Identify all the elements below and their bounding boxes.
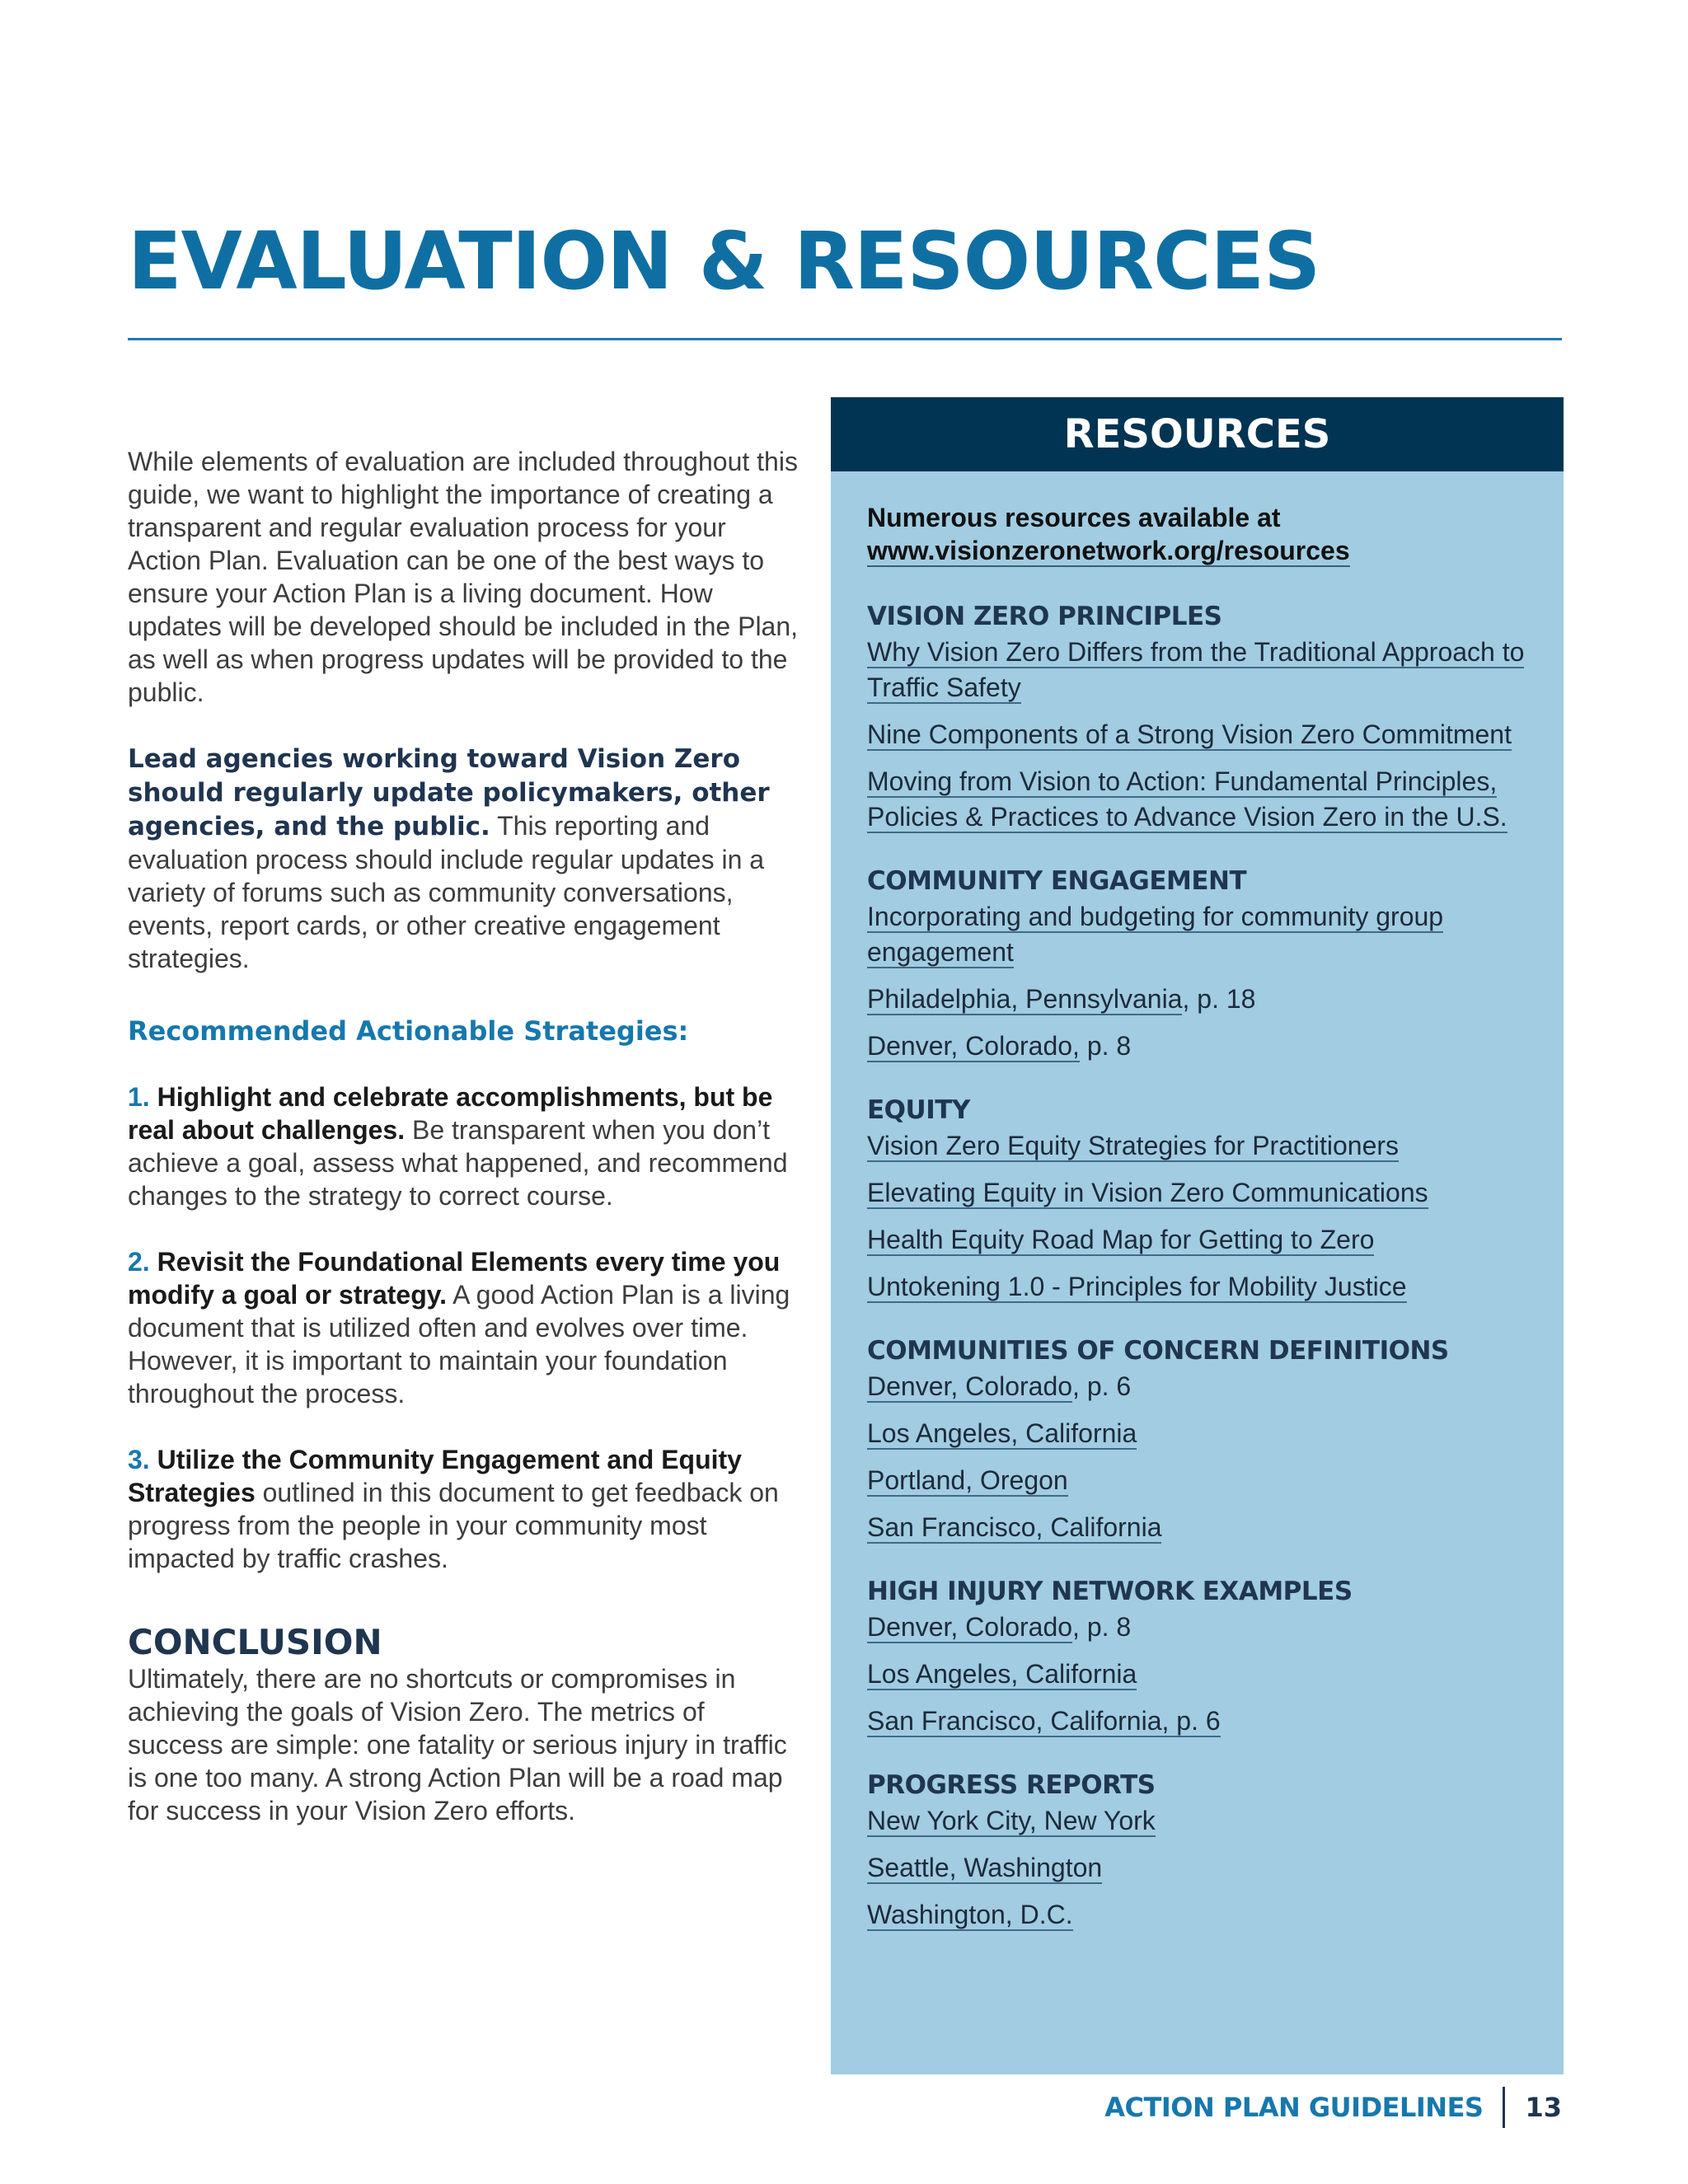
resources-intro xyxy=(867,501,1527,567)
resource-link[interactable]: San Francisco, California, p. 6 xyxy=(867,1706,1221,1736)
resource-section xyxy=(867,1094,1527,1305)
footer-divider xyxy=(1503,2087,1505,2128)
resource-link[interactable]: Denver, Colorado xyxy=(867,1612,1073,1642)
resource-list-item xyxy=(867,1510,1527,1545)
resource-link[interactable]: Moving from Vision to Action: Fundamental Principles, Policies & Practices to Advance Vision Zero in the U.S. xyxy=(867,766,1507,832)
page-number: 13 xyxy=(1525,2092,1562,2123)
strategy-text: Be transparent when you don’t achieve a goal, assess what happened, and recommend changes to the strategy to correct course. xyxy=(128,1115,788,1211)
strategy-bold: Highlight and celebrate accomplishments, but be real about challenges. xyxy=(128,1082,773,1145)
resource-page-ref: , p. 18 xyxy=(1182,984,1256,1014)
resources-panel xyxy=(831,397,1564,2074)
resource-link[interactable]: Incorporating and budgeting for community group engagement xyxy=(867,902,1444,967)
resource-link[interactable]: Denver, Colorado xyxy=(867,1371,1073,1401)
resource-list-item xyxy=(867,982,1527,1017)
resource-list-item xyxy=(867,1704,1527,1739)
resource-link[interactable]: Vision Zero Equity Strategies for Practitioners xyxy=(867,1131,1400,1160)
conclusion-heading: CONCLUSION xyxy=(128,1622,382,1662)
resource-section-heading: VISION ZERO PRINCIPLES xyxy=(867,602,1222,631)
strategy-item xyxy=(128,1245,804,1410)
strategy-bold: Revisit the Foundational Elements every time you modify a goal or strategy. xyxy=(128,1247,781,1310)
resource-link[interactable]: Washington, D.C. xyxy=(867,1900,1073,1929)
resource-list-item xyxy=(867,1369,1527,1404)
resource-section-heading: EQUITY xyxy=(867,1095,970,1125)
resources-heading: RESOURCES xyxy=(831,397,1564,471)
conclusion-paragraph: Ultimately, there are no shortcuts or compromises in achieving the goals of Vision Zero. The metrics of success are simple: one fatality or serious injury in traffic is one too many. A strong Action Plan will be a road map for success in your Vision Zero efforts. xyxy=(128,1664,787,1825)
resources-url-link[interactable]: www.visionzeronetwork.org/resources xyxy=(867,536,1350,565)
resource-section-heading: COMMUNITY ENGAGEMENT xyxy=(867,866,1247,896)
resource-link[interactable]: Health Equity Road Map for Getting to Zero xyxy=(867,1225,1375,1254)
resource-list-item xyxy=(867,1657,1527,1692)
strategy-number: 1. xyxy=(128,1082,150,1112)
resource-list-item xyxy=(867,1029,1527,1064)
resource-section-heading: COMMUNITIES OF CONCERN DEFINITIONS xyxy=(867,1336,1449,1366)
resources-intro-text: Numerous resources available at xyxy=(867,503,1281,532)
resource-page-ref: , p. 8 xyxy=(1072,1612,1132,1642)
strategy-text: A good Action Plan is a living document that is utilized often and evolves over time. However, it is important to maintain your foundation throughout the process. xyxy=(128,1280,790,1408)
page-title: EVALUATION & RESOURCES xyxy=(128,215,1320,307)
strategy-number: 3. xyxy=(128,1445,150,1474)
resource-link[interactable]: Nine Components of a Strong Vision Zero Commitment xyxy=(867,719,1512,749)
resources-body xyxy=(831,471,1564,1933)
resource-page-ref: , p. 6 xyxy=(1072,1371,1132,1401)
resource-link[interactable]: Portland, Oregon xyxy=(867,1465,1068,1495)
title-divider xyxy=(128,338,1562,340)
resource-list-item xyxy=(867,635,1527,705)
resource-link[interactable]: Los Angeles, California xyxy=(867,1659,1137,1689)
page-footer xyxy=(1104,2087,1562,2128)
left-column xyxy=(128,445,804,1827)
resource-list-item xyxy=(867,1222,1527,1258)
resource-list-item xyxy=(867,1850,1527,1886)
resource-page-ref: p. 8 xyxy=(1079,1031,1132,1061)
strategy-item xyxy=(128,1080,804,1212)
resource-list-item xyxy=(867,1128,1527,1164)
resource-list-item xyxy=(867,1610,1527,1645)
resource-section-heading: HIGH INJURY NETWORK EXAMPLES xyxy=(867,1577,1353,1606)
resource-list-item xyxy=(867,717,1527,752)
resource-link[interactable]: Untokening 1.0 - Principles for Mobility Justice xyxy=(867,1272,1407,1301)
resource-link[interactable]: Why Vision Zero Differs from the Traditional Approach to Traffic Safety xyxy=(867,637,1525,702)
lead-paragraph xyxy=(128,742,804,975)
lead-text: This reporting and evaluation process should include regular updates in a variety of forums such as community conversations, events, report cards, or other creative engagement strategies. xyxy=(128,811,765,973)
resource-section xyxy=(867,600,1527,835)
resource-link[interactable]: New York City, New York xyxy=(867,1806,1156,1835)
footer-label: ACTION PLAN GUIDELINES xyxy=(1104,2092,1484,2123)
resource-section xyxy=(867,865,1527,1064)
resource-section xyxy=(867,1575,1527,1739)
resource-list-item xyxy=(867,1416,1527,1451)
intro-paragraph: While elements of evaluation are included throughout this guide, we want to highlight the importance of creating a transparent and regular evaluation process for your Action Plan. Evaluation can be one of the best ways to ensure your Action Plan is a living document. How updates will be developed should be included in the Plan, as well as when progress updates will be provided to the public. xyxy=(128,447,799,707)
resource-list-item xyxy=(867,1269,1527,1305)
resource-section xyxy=(867,1769,1527,1933)
strategies-heading: Recommended Actionable Strategies: xyxy=(128,1015,689,1047)
resource-link[interactable]: Los Angeles, California xyxy=(867,1418,1137,1448)
strategy-number: 2. xyxy=(128,1247,150,1277)
resource-section-heading: PROGRESS REPORTS xyxy=(867,1770,1156,1800)
resource-list-item xyxy=(867,1463,1527,1498)
resource-list-item xyxy=(867,1803,1527,1839)
resource-sections xyxy=(867,600,1527,1933)
strategy-item xyxy=(128,1443,804,1575)
resource-link[interactable]: Elevating Equity in Vision Zero Communications xyxy=(867,1178,1428,1207)
strategy-text: outlined in this document to get feedback on progress from the people in your community most impacted by traffic crashes. xyxy=(128,1478,779,1573)
resource-list-item xyxy=(867,1175,1527,1211)
resource-list-item xyxy=(867,764,1527,835)
resource-link[interactable]: Philadelphia, Pennsylvania xyxy=(867,984,1183,1014)
resource-link[interactable]: Seattle, Washington xyxy=(867,1853,1103,1882)
resource-list-item xyxy=(867,899,1527,970)
resource-section xyxy=(867,1334,1527,1545)
resource-list-item xyxy=(867,1897,1527,1933)
resource-link[interactable]: San Francisco, California xyxy=(867,1512,1162,1542)
resource-link[interactable]: Denver, Colorado, xyxy=(867,1031,1080,1061)
lead-bold-text: Lead agencies working toward Vision Zero should regularly update policymakers, other agencies, and the public. xyxy=(128,744,770,841)
strategy-bold: Utilize the Community Engagement and Equity Strategies xyxy=(128,1445,742,1507)
